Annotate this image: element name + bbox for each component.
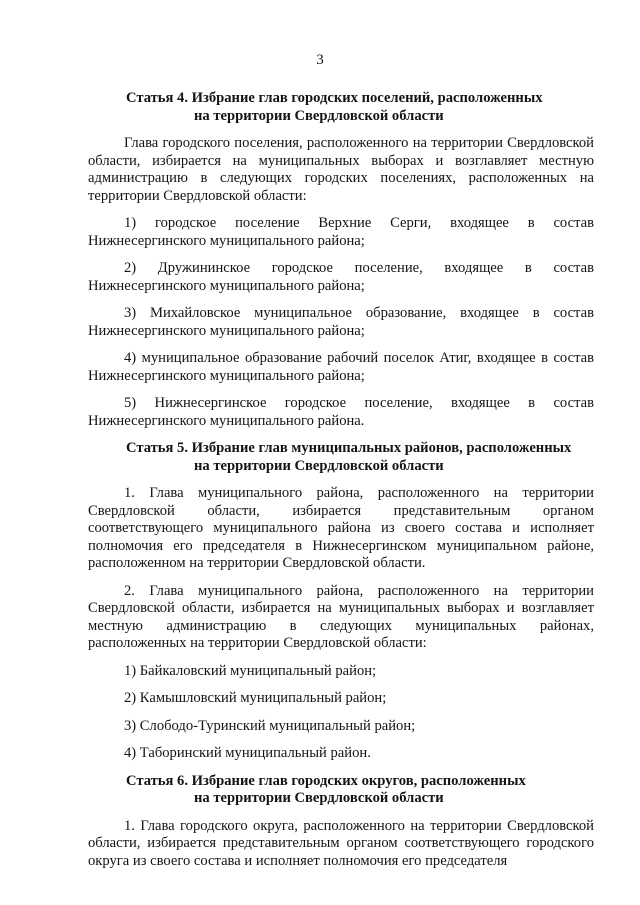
article-6-heading [88, 773, 594, 808]
list-item: 1) Байкаловский муниципальный район; [124, 662, 377, 679]
list-item: 3) Михайловское муниципальное образование, входящее в состав Нижнесергинского муниципального района; [88, 305, 594, 339]
heading-line: на территории Свердловской области [194, 457, 444, 474]
heading-line: Статья 6. Избрание глав городских округов, расположенных [126, 772, 526, 789]
list-item: 2) Камышловский муниципальный район; [124, 690, 387, 706]
list-item: 3) Слободо-Туринский муниципальный район; [124, 717, 416, 734]
document-body [88, 90, 594, 880]
article-5-paragraph-2: 2. Глава муниципального района, расположенного на территории Свердловской области, избирается на муниципальных выборах и возглавляет местную администрацию в следующих муниципальных районах, расположенных на территории Свердловской области: [88, 582, 594, 651]
heading-line: Статья 4. Избрание глав городских поселений, расположенных [126, 90, 543, 106]
article-4-heading [88, 90, 594, 125]
heading-line: на территории Свердловской области [194, 107, 444, 124]
page-number: 3 [316, 52, 324, 68]
list-item: 1) городское поселение Верхние Серги, входящее в состав Нижнесергинского муниципального района; [88, 215, 594, 249]
list-item: 2) Дружининское городское поселение, входящее в состав Нижнесергинского муниципального района; [88, 260, 594, 294]
article-5-paragraph-1: 1. Глава муниципального района, расположенного на территории Свердловской области, избирается представительным органом соответствующего муниципального района из своего состава и исполняет полномочия его председателя в Нижнесергинском муниципальном районе, расположенном на территории Свердловской области. [88, 485, 594, 571]
list-item: 5) Нижнесергинское городское поселение, входящее в состав Нижнесергинского муниципального района. [88, 395, 594, 429]
article-6-paragraph-1: 1. Глава городского округа, расположенного на территории Свердловской области, избирается представительным органом соответствующего городского округа из своего состава и исполняет полномочия его председателя [88, 817, 594, 869]
article-5-heading [88, 440, 594, 475]
article-4-intro: Глава городского поселения, расположенного на территории Свердловской области, избирается на муниципальных выборах и возглавляет местную администрацию в следующих городских поселениях, расположенных на территории Свердловской области: [88, 135, 594, 204]
heading-line: Статья 5. Избрание глав муниципальных районов, расположенных [126, 440, 572, 456]
heading-line: на территории Свердловской области [194, 790, 444, 806]
list-item: 4) муниципальное образование рабочий поселок Атиг, входящее в состав Нижнесергинского муниципального района; [88, 350, 594, 384]
list-item: 4) Таборинский муниципальный район. [124, 745, 371, 761]
